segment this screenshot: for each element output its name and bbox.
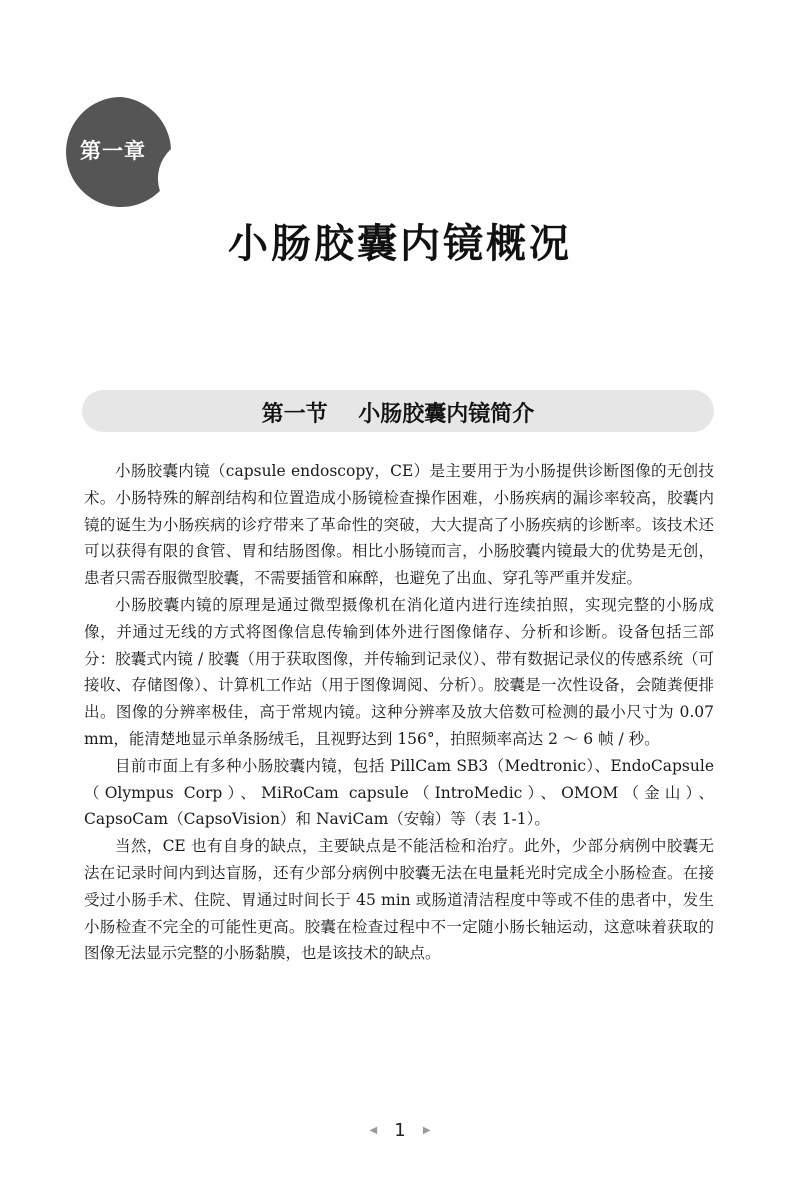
right-arrow-icon: ▶ (422, 1125, 431, 1136)
section-header (82, 390, 714, 432)
chapter-title: 小肠胶囊内镜概况 (228, 220, 572, 267)
chapter-label: 第一章 (80, 139, 146, 163)
paragraph: 小肠胶囊内镜的原理是通过微型摄像机在消化道内进行连续拍照，实现完整的小肠成像，并通过无线的方式将图像信息传输到体外进行图像储存、分析和诊断。设备包括三部分：胶囊式内镜 / 胶囊（用于获取图像，并传输到记录仪）、带有数据记录仪的传感系统（可接收、存储图像）、计算机工作站（用于图像调阅、分析）。胶囊是一次性设备，会随粪便排出。图像的分辨率极佳，高于常规内镜。这种分辨率及放大倍数可检测的最小尺寸为 0.07 mm，能清楚地显示单条肠绒毛，且视野达到 156°，拍照频率高达 2 ～ 6 帧 / 秒。 (84, 595, 714, 748)
page-number: 1 (394, 1120, 406, 1141)
paragraph: 目前市面上有多种小肠胶囊内镜，包括 PillCam SB3（Medtronic）、EndoCapsule（Olympus Corp）、MiRoCam capsule（IntroMedic）、OMOM（金山）、CapsoCam（CapsoVision）和 NaviCam（安翰）等（表 1-1）。 (84, 756, 714, 829)
section-title: 第一节 小肠胶囊内镜简介 (261, 402, 535, 427)
chapter-badge (66, 97, 176, 207)
body-text (84, 458, 714, 967)
page-footer (0, 1120, 800, 1141)
paragraph: 当然，CE 也有自身的缺点，主要缺点是不能活检和治疗。此外，少部分病例中胶囊无法在记录时间内到达盲肠，还有少部分病例中胶囊无法在电量耗光时完成全小肠检查。在接受过小肠手术、住院、胃通过时间长于 45 min 或肠道清洁程度中等或不佳的患者中，发生小肠检查不完全的可能性更高。胶囊在检查过程中不一定随小肠长轴运动，这意味着获取的图像无法显示完整的小肠黏膜，也是该技术的缺点。 (84, 837, 714, 963)
paragraph: 小肠胶囊内镜（capsule endoscopy，CE）是主要用于为小肠提供诊断图像的无创技术。小肠特殊的解剖结构和位置造成小肠镜检查操作困难，小肠疾病的漏诊率较高，胶囊内镜的诞生为小肠疾病的诊疗带来了革命性的突破，大大提高了小肠疾病的诊断率。该技术还可以获得有限的食管、胃和结肠图像。相比小肠镜而言，小肠胶囊内镜最大的优势是无创，患者只需吞服微型胶囊，不需要插管和麻醉，也避免了出血、穿孔等严重并发症。 (84, 462, 714, 588)
left-arrow-icon: ◀ (369, 1125, 378, 1136)
